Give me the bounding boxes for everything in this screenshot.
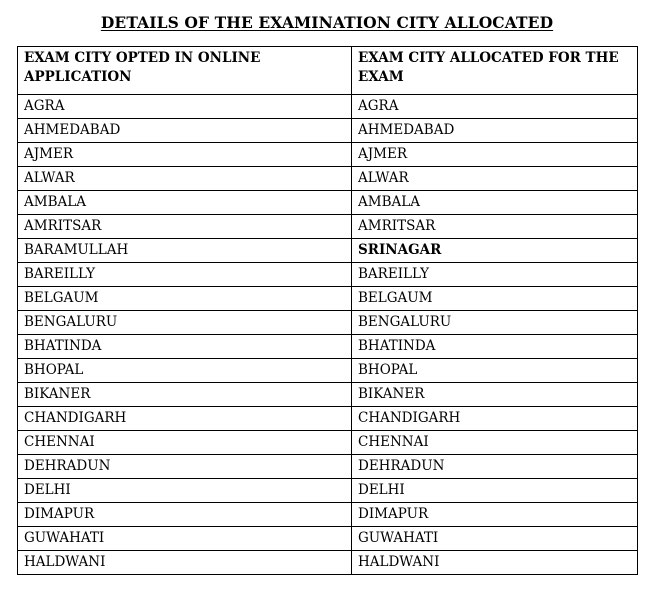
- opted-city-cell: BAREILLY: [18, 263, 352, 287]
- opted-city-cell: BHOPAL: [18, 359, 352, 383]
- exam-city-table: [17, 46, 638, 575]
- opted-city-cell: AMRITSAR: [18, 215, 352, 239]
- opted-city-cell: AMBALA: [18, 191, 352, 215]
- allocated-city-cell: BHOPAL: [352, 359, 638, 383]
- allocated-city-cell: CHANDIGARH: [352, 407, 638, 431]
- table-body: [18, 95, 638, 575]
- table-row: [18, 407, 638, 431]
- document-title: DETAILS OF THE EXAMINATION CITY ALLOCATED: [100, 13, 554, 32]
- opted-city-cell: AGRA: [18, 95, 352, 119]
- opted-city-cell: AJMER: [18, 143, 352, 167]
- table-row: [18, 479, 638, 503]
- table-row: [18, 455, 638, 479]
- opted-city-cell: DEHRADUN: [18, 455, 352, 479]
- table-header: [18, 47, 638, 95]
- allocated-city-cell: AGRA: [352, 95, 638, 119]
- allocated-city-cell: BHATINDA: [352, 335, 638, 359]
- table-row: [18, 503, 638, 527]
- allocated-city-cell: DEHRADUN: [352, 455, 638, 479]
- table-row: [18, 167, 638, 191]
- column-header-opted-city: EXAM CITY OPTED IN ONLINE APPLICATION: [18, 47, 352, 95]
- opted-city-cell: DIMAPUR: [18, 503, 352, 527]
- allocated-city-cell: DELHI: [352, 479, 638, 503]
- opted-city-cell: BHATINDA: [18, 335, 352, 359]
- table-row: [18, 263, 638, 287]
- allocated-city-cell: HALDWANI: [352, 551, 638, 575]
- table-row: [18, 119, 638, 143]
- opted-city-cell: AHMEDABAD: [18, 119, 352, 143]
- table-row: [18, 191, 638, 215]
- allocated-city-cell: BIKANER: [352, 383, 638, 407]
- column-header-allocated-city: EXAM CITY ALLOCATED FOR THE EXAM: [352, 47, 638, 95]
- opted-city-cell: ALWAR: [18, 167, 352, 191]
- table-row: [18, 431, 638, 455]
- opted-city-cell: CHANDIGARH: [18, 407, 352, 431]
- table-row: [18, 359, 638, 383]
- allocated-city-cell: BELGAUM: [352, 287, 638, 311]
- table-row: [18, 335, 638, 359]
- allocated-city-cell: BENGALURU: [352, 311, 638, 335]
- opted-city-cell: HALDWANI: [18, 551, 352, 575]
- allocated-city-cell: ALWAR: [352, 167, 638, 191]
- table-row: [18, 95, 638, 119]
- opted-city-cell: BARAMULLAH: [18, 239, 352, 263]
- table-row: [18, 287, 638, 311]
- allocated-city-cell: AJMER: [352, 143, 638, 167]
- allocated-city-cell: AMBALA: [352, 191, 638, 215]
- allocated-city-cell: BAREILLY: [352, 263, 638, 287]
- allocated-city-cell: GUWAHATI: [352, 527, 638, 551]
- table-row: [18, 551, 638, 575]
- opted-city-cell: DELHI: [18, 479, 352, 503]
- opted-city-cell: BIKANER: [18, 383, 352, 407]
- table-row: [18, 239, 638, 263]
- table-row: [18, 527, 638, 551]
- opted-city-cell: BENGALURU: [18, 311, 352, 335]
- allocated-city-cell: CHENNAI: [352, 431, 638, 455]
- opted-city-cell: GUWAHATI: [18, 527, 352, 551]
- table-row: [18, 311, 638, 335]
- table-row: [18, 215, 638, 239]
- opted-city-cell: BELGAUM: [18, 287, 352, 311]
- allocated-city-cell: SRINAGAR: [352, 239, 638, 263]
- allocated-city-cell: DIMAPUR: [352, 503, 638, 527]
- allocated-city-cell: AMRITSAR: [352, 215, 638, 239]
- table-row: [18, 383, 638, 407]
- opted-city-cell: CHENNAI: [18, 431, 352, 455]
- table-row: [18, 143, 638, 167]
- header-row: [18, 47, 638, 95]
- allocated-city-cell: AHMEDABAD: [352, 119, 638, 143]
